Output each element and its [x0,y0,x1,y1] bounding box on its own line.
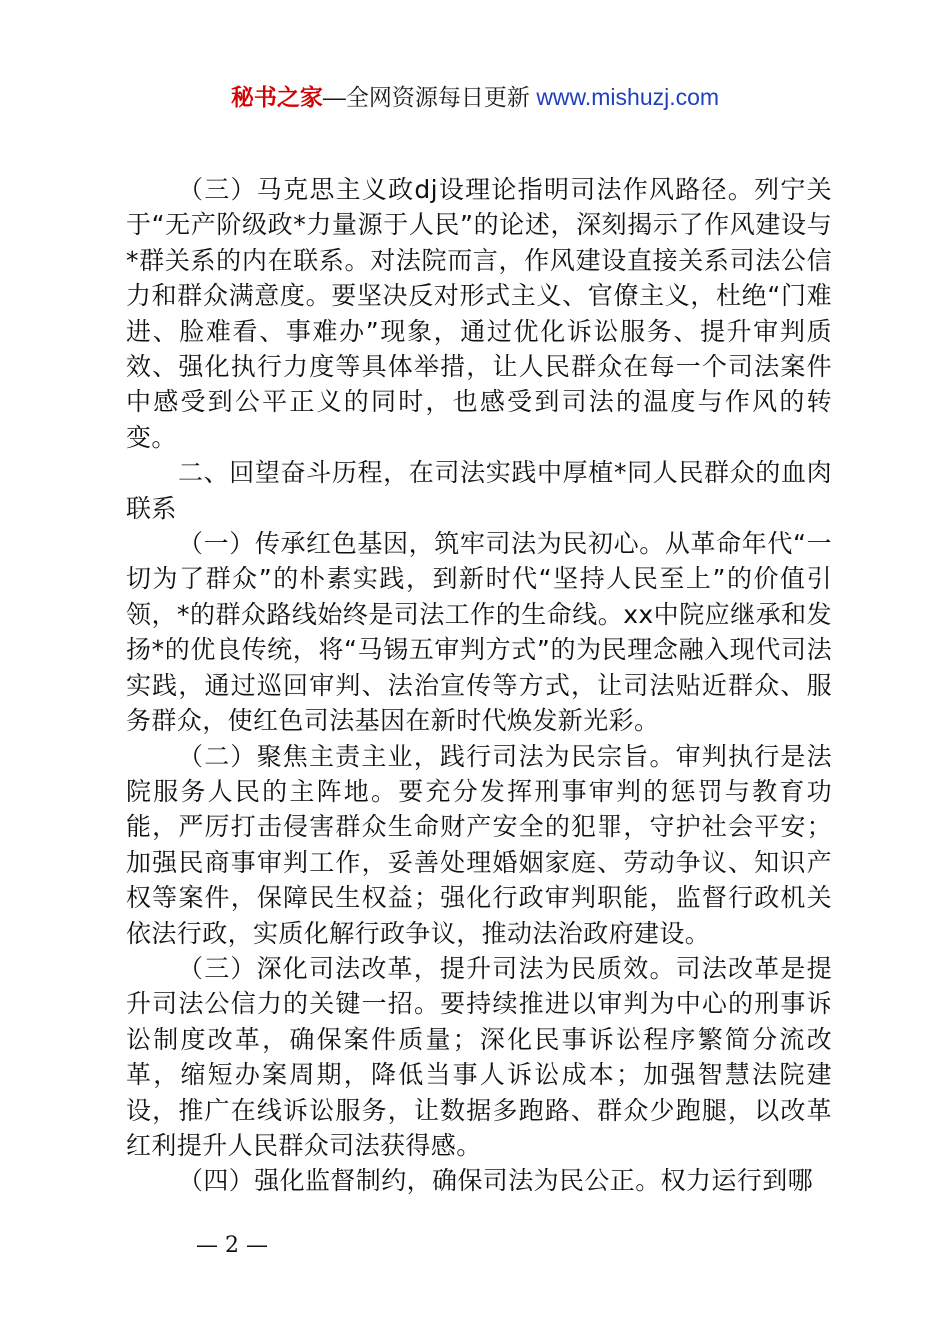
header-brand: 秘书之家 [230,84,323,110]
paragraph: （三）深化司法改革，提升司法为民质效。司法改革是提升司法公信力的关键一招。要持续推进以审判为中心的刑事诉讼制度改革，确保案件质量；深化民事诉讼程序繁简分流改革，缩短办案周期，降低当事人诉讼成本；加强智慧法院建设，推广在线诉讼服务，让数据多跑路、群众少跑腿，以改革红利提升人民群众司法获得感。 [126,953,832,1160]
header-tagline: —全网资源每日更新 [322,84,537,110]
section-heading: 二、回望奋斗历程，在司法实践中厚植*同人民群众的血肉联系 [126,458,832,523]
paragraph: （四）强化监督制约，确保司法为民公正。权力运行到哪 [178,1166,814,1196]
paragraph: （二）聚焦主责主业，践行司法为民宗旨。审判执行是法院服务人民的主阵地。要充分发挥刑事审判的惩罚与教育功能，严厉打击侵害群众生命财产安全的犯罪，守护社会平安；加强民商事审判工作，妥善处理婚姻家庭、劳动争议、知识产权等案件，保障民生权益；强化行政审判职能，监督行政机关依法行政，实质化解行政争议，推动法治政府建设。 [126,741,832,948]
document-body [126,172,832,1199]
paragraph: （三）马克思主义政dj设理论指明司法作风路径。列宁关于“无产阶级政*力量源于人民”的论述，深刻揭示了作风建设与*群关系的内在联系。对法院而言，作风建设直接关系司法公信力和群众满意度。要坚决反对形式主义、官僚主义，杜绝“门难进、脸难看、事难办”现象，通过优化诉讼服务、提升审判质效、强化执行力度等具体举措，让人民群众在每一个司法案件中感受到公平正义的同时，也感受到司法的温度与作风的转变。 [126,175,832,452]
page-number: — 2 — [196,1233,268,1258]
paragraph: （一）传承红色基因，筑牢司法为民初心。从革命年代“一切为了群众”的朴素实践，到新时代“坚持人民至上”的价值引领，*的群众路线始终是司法工作的生命线。xx中院应继承和发扬*的优良传统，将“马锡五审判方式”的为民理念融入现代司法实践，通过巡回审判、法治宣传等方式，让司法贴近群众、服务群众，使红色司法基因在新时代焕发新光彩。 [126,529,832,736]
header-url-link[interactable]: www.mishuzj.com [536,84,720,110]
page-header [0,82,950,112]
